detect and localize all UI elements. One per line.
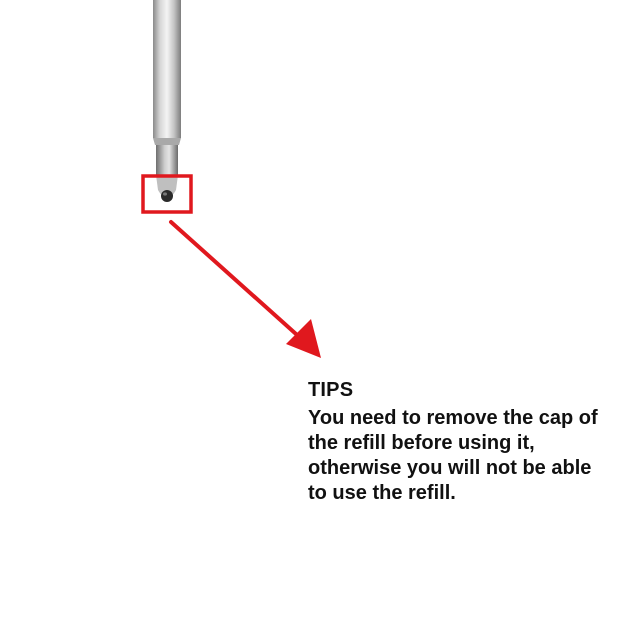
tips-line: to use the refill.	[308, 482, 456, 504]
arrow-pointer-icon	[171, 222, 321, 358]
tips-body	[308, 406, 628, 506]
tips-line: the refill before using it,	[308, 432, 535, 454]
refill-cap-icon	[161, 190, 173, 202]
tips-block	[308, 378, 628, 506]
pen-refill-icon	[153, 0, 181, 202]
tips-line: You need to remove the cap of	[308, 407, 598, 429]
tips-title: TIPS	[308, 379, 354, 401]
tips-line: otherwise you will not be able	[308, 457, 592, 479]
